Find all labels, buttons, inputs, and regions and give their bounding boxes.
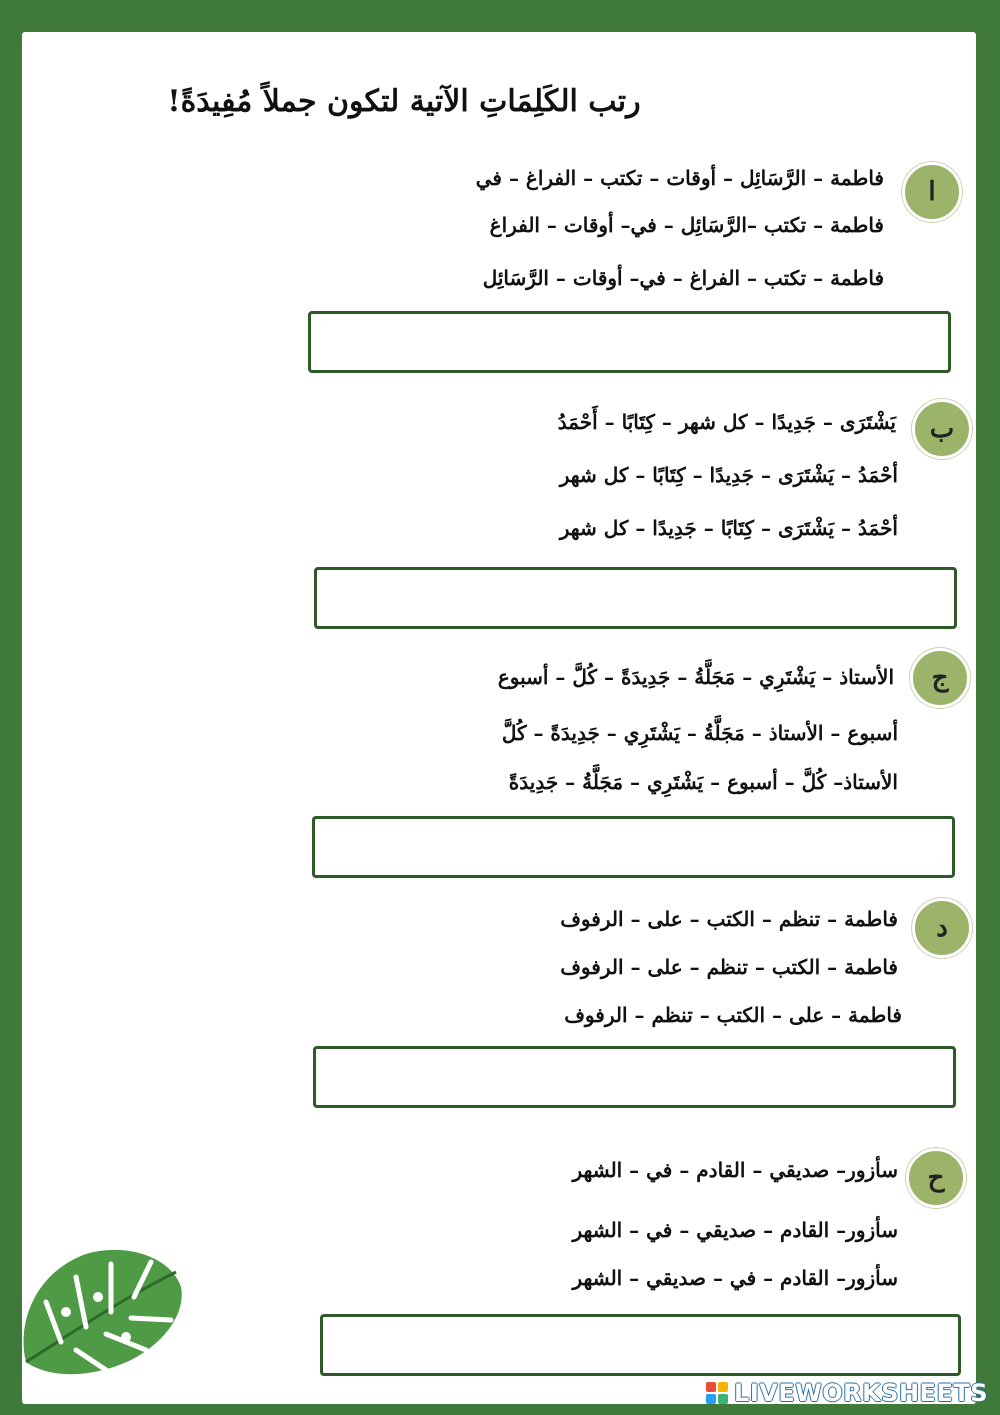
word-line: فاطمة – تكتب – الفراغ – في– أوقات – الرَّسَائِل (482, 266, 884, 290)
word-line: أحْمَدُ – يَشْتَرَى – جَدِيدًا – كِتَابًا – كل شهر (559, 463, 898, 487)
liveworksheets-brand (706, 1379, 988, 1407)
word-line: سأزور– القادم – صديقي – في – الشهر (572, 1218, 898, 1242)
word-line: فاطمة – تكتب –الرَّسَائِل – في– أوقات – الفراغ (489, 213, 884, 237)
word-line: فاطمة – على – الكتب – تنظم – الرفوف (564, 1003, 902, 1027)
word-line: أسبوع – الأستاذ – مَجَلَّةُ – يَشْتَرِي – جَدِيدَةً – كُلَّ (501, 721, 898, 745)
word-line: سأزور– صديقي – القادم – في – الشهر (572, 1158, 898, 1182)
worksheet-page (22, 32, 976, 1404)
liveworksheets-logo-icon (706, 1382, 728, 1404)
word-line: أحْمَدُ – يَشْتَرَى – كِتَابًا – جَدِيدًا – كل شهر (559, 516, 898, 540)
answer-field[interactable] (320, 1314, 961, 1376)
exercise-letter-badge: ح (906, 1148, 966, 1208)
word-line: سأزور– القادم – في – صديقي – الشهر (572, 1266, 898, 1290)
word-line: الأستاذ– كُلَّ – أسبوع – يَشْتَرِي – مَجَلَّةُ – جَدِيدَةً (508, 770, 898, 794)
word-line: فاطمة – الكتب – تنظم – على – الرفوف (560, 955, 898, 979)
exercise-letter-badge: ب (912, 399, 972, 459)
worksheet-title: رتب الكَلِمَاتِ الآتية لتكون جملاً مُفِيدَةً! (167, 84, 641, 119)
word-line: يَشْتَرَى – جَدِيدًا – كل شهر – كِتَابًا – أَحْمَدُ (557, 410, 896, 434)
exercise-letter-badge: د (912, 898, 972, 958)
exercise-letter-badge: ا (902, 162, 962, 222)
brand-name: LIVEWORKSHEETS (734, 1379, 988, 1407)
monstera-leaf-icon (6, 1242, 186, 1382)
word-line: الأستاذ – يَشْتَرِي – مَجَلَّةُ – جَدِيدَةً – كُلَّ – أسبوع (497, 665, 894, 689)
answer-field[interactable] (314, 567, 957, 629)
answer-field[interactable] (308, 311, 951, 373)
answer-field[interactable] (313, 1046, 956, 1108)
exercise-letter-badge: ج (910, 648, 970, 708)
word-line: فاطمة – تنظم – الكتب – على – الرفوف (560, 907, 898, 931)
word-line: فاطمة – الرَّسَائِل – أوقات – تكتب – الفراغ – في (475, 166, 884, 190)
answer-field[interactable] (312, 816, 955, 878)
